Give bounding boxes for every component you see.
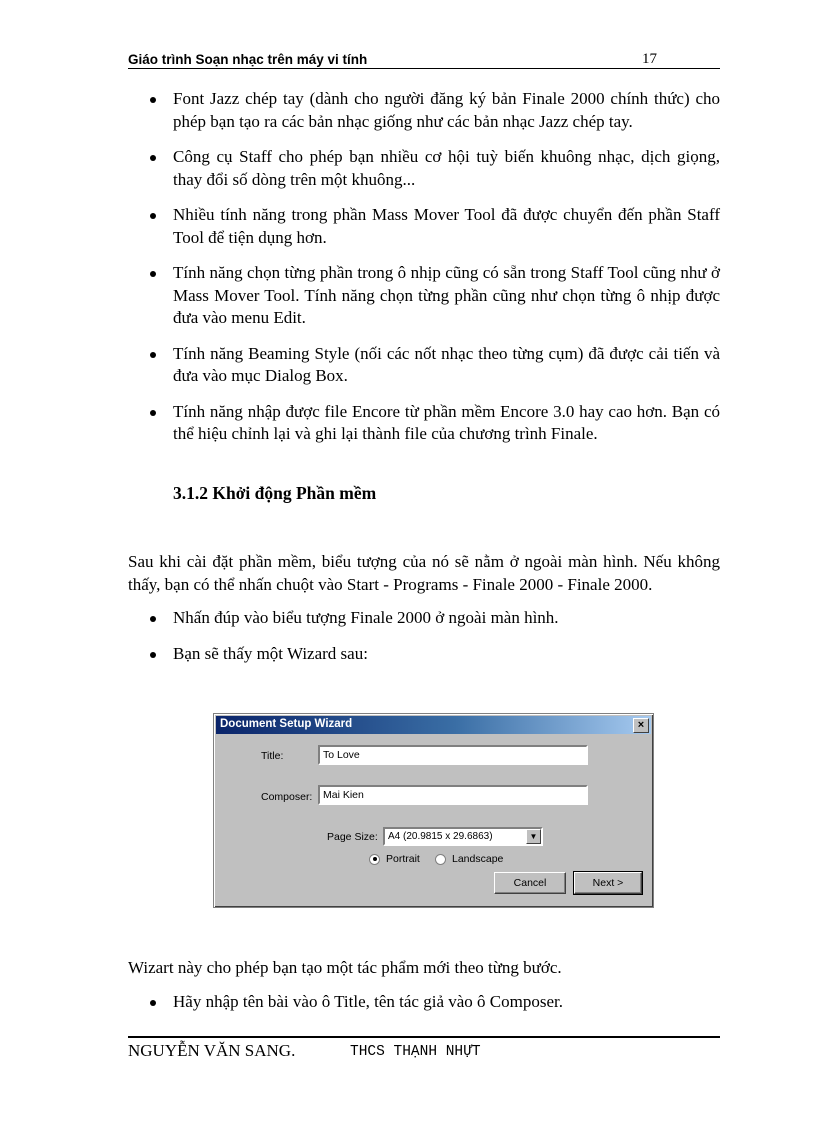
list-item: Công cụ Staff cho phép bạn nhiều cơ hội tuỳ biến khuông nhạc, dịch giọng, thay đổi số dòng trên một khuông... [147, 146, 720, 191]
bullet-icon [150, 97, 156, 103]
list-item: Tính năng chọn từng phần trong ô nhịp cũng có sẵn trong Staff Tool cũng như ở Mass Mover Tool. Tính năng chọn từng phần cũng như chọn từng ô nhịp được đưa vào menu Edit. [147, 262, 720, 330]
portrait-label: Portrait [386, 853, 420, 865]
page-size-label: Page Size: [327, 831, 378, 843]
final-step-list [147, 991, 720, 1014]
feature-list [147, 88, 720, 446]
title-input[interactable]: To Love [318, 745, 588, 765]
list-item: Tính năng Beaming Style (nối các nốt nhạc theo từng cụm) đã được cải tiến và đưa vào mục Dialog Box. [147, 343, 720, 388]
bullet-icon [150, 155, 156, 161]
list-item: Nhiều tính năng trong phần Mass Mover Tool đã được chuyển đến phần Staff Tool để tiện dụng hơn. [147, 204, 720, 249]
section-heading: 3.1.2 Khởi động Phần mềm [173, 483, 377, 503]
landscape-radio[interactable] [435, 853, 503, 865]
landscape-label: Landscape [452, 853, 504, 865]
page-header [128, 52, 720, 68]
list-item: Font Jazz chép tay (dành cho người đăng ký bản Finale 2000 chính thức) cho phép bạn tạo ra các bản nhạc giống như các bản nhạc Jazz chép tay. [147, 88, 720, 133]
bullet-icon [150, 271, 156, 277]
footer-author: NGUYỄN VĂN SANG. [128, 1041, 296, 1060]
footer-divider [128, 1036, 720, 1038]
next-button[interactable]: Next > [574, 872, 642, 894]
title-label: Title: [261, 750, 284, 762]
bullet-icon [150, 410, 156, 416]
dialog-title: Document Setup Wizard [220, 718, 353, 730]
page-size-value: A4 (20.9815 x 29.6863) [388, 831, 493, 842]
page-number: 17 [642, 51, 657, 67]
list-item: Tính năng nhập được file Encore từ phần mềm Encore 3.0 hay cao hơn. Bạn có thể hiệu chỉnh lại và ghi lại thành file của chương trình Finale. [147, 401, 720, 446]
document-setup-wizard-dialog [213, 713, 654, 908]
bullet-icon [150, 616, 156, 622]
footer-school: THCS THẠNH NHỰT [350, 1044, 481, 1060]
composer-input[interactable]: Mai Kien [318, 785, 588, 805]
radio-unselected-icon [435, 854, 446, 865]
radio-selected-icon [369, 854, 380, 865]
cancel-button[interactable]: Cancel [494, 872, 566, 894]
dialog-titlebar [216, 716, 651, 734]
header-title: Giáo trình Soạn nhạc trên máy vi tính [128, 52, 368, 67]
intro-paragraph: Sau khi cài đặt phần mềm, biểu tượng của nó sẽ nằm ở ngoài màn hình. Nếu không thấy, bạn có thể nhấn chuột vào Start - Programs - Finale 2000 - Finale 2000. [128, 552, 720, 594]
bullet-icon [150, 352, 156, 358]
list-item: Bạn sẽ thấy một Wizard sau: [147, 643, 720, 666]
list-item: Hãy nhập tên bài vào ô Title, tên tác giả vào ô Composer. [147, 991, 720, 1014]
header-divider [128, 68, 720, 69]
wizard-paragraph: Wizart này cho phép bạn tạo một tác phẩm mới theo từng bước. [128, 958, 562, 977]
bullet-icon [150, 1000, 156, 1006]
list-item: Nhấn đúp vào biểu tượng Finale 2000 ở ngoài màn hình. [147, 607, 720, 630]
bullet-icon [150, 652, 156, 658]
composer-label: Composer: [261, 791, 313, 803]
chevron-down-icon[interactable]: ▼ [526, 829, 541, 844]
portrait-radio[interactable] [369, 853, 420, 865]
bullet-icon [150, 213, 156, 219]
close-icon[interactable]: × [633, 718, 649, 733]
step-list [147, 607, 720, 665]
page-size-select[interactable] [383, 827, 543, 846]
